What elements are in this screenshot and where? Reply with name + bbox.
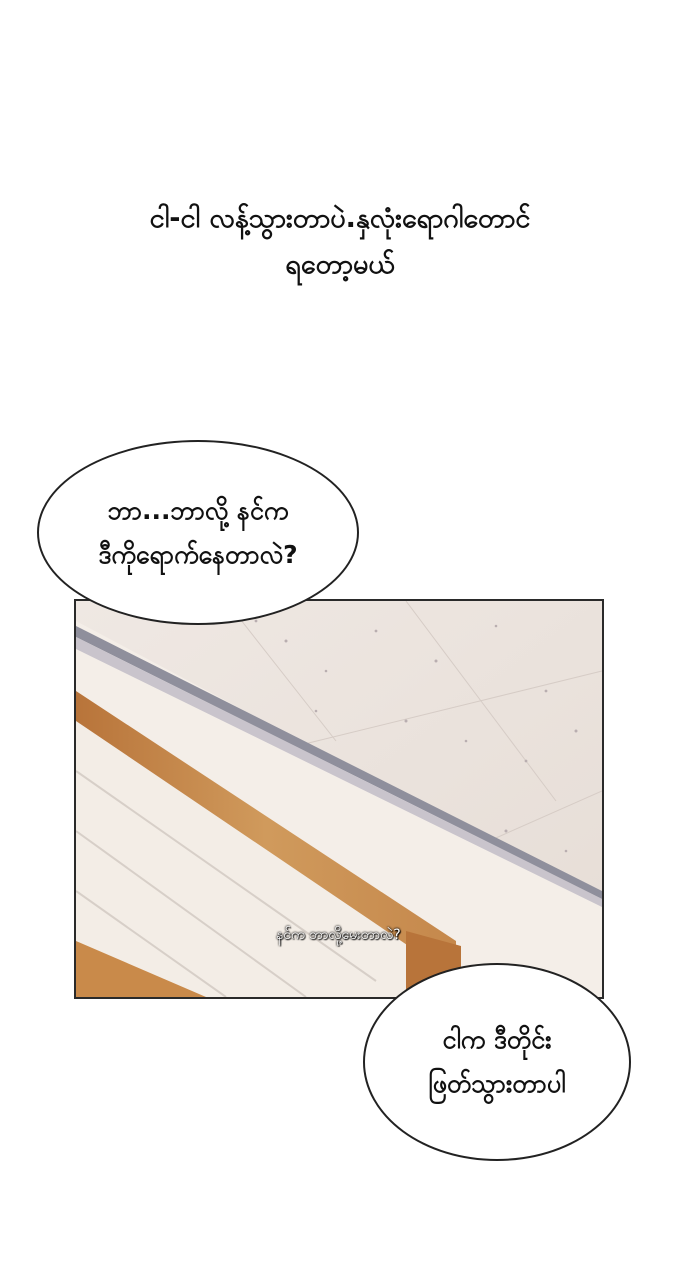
bubble-bottom-line-2: ဖြတ်သွားတာပါ xyxy=(428,1069,566,1098)
bubble-top-line-2: ဒီကိုရောက်နေတာလဲ? xyxy=(98,539,298,569)
bubble-bottom-line-1: ငါက ဒီတိုင်း xyxy=(442,1025,552,1054)
speech-bubble-bottom xyxy=(363,963,631,1161)
narration-line-2: ရတော့မယ် xyxy=(285,249,395,280)
speech-bubble-top xyxy=(37,440,359,625)
narration-line-1: ငါ-ငါ လန့်သွားတာပဲ.နှလုံးရောဂါတောင် xyxy=(149,203,531,234)
panel-caption: နင်က ဘာလို့မေးတာလဲ? xyxy=(276,927,401,943)
narration-text xyxy=(60,196,620,288)
comic-panel xyxy=(74,599,604,999)
bubble-top-line-1: ဘာ...ဘာလို့ နင်က xyxy=(107,495,289,525)
